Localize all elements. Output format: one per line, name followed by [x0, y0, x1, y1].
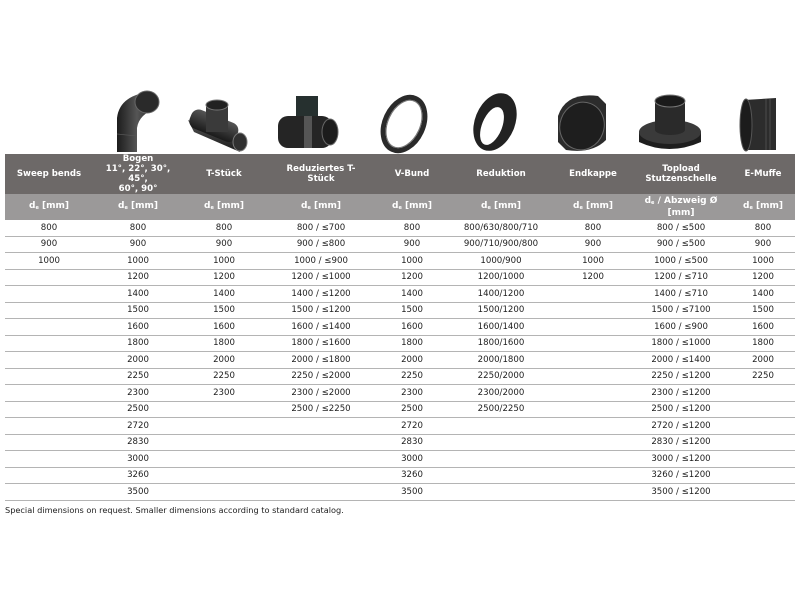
table-cell: 3000	[93, 451, 183, 468]
unit-label: [mm]	[752, 201, 783, 211]
table-cell	[5, 484, 93, 501]
table-cell: 1800	[93, 335, 183, 352]
table-cell	[555, 352, 631, 369]
table-cell: 3260	[93, 467, 183, 484]
table-cell: 3260 / ≤1200	[631, 467, 731, 484]
table-cell: 2300	[183, 385, 265, 402]
table-cell	[5, 269, 93, 286]
col-unit-header	[183, 194, 265, 220]
unit-symbol: d	[29, 201, 36, 211]
table-cell	[5, 418, 93, 435]
table-row	[5, 269, 795, 286]
table-cell: 2250/2000	[447, 368, 555, 385]
end-cap-icon	[543, 78, 619, 154]
table-cell: 2250 / ≤1200	[631, 368, 731, 385]
table-cell: 1400	[731, 286, 795, 303]
table-cell	[5, 302, 93, 319]
table-cell: 3000	[377, 451, 447, 468]
table-cell: 1200	[93, 269, 183, 286]
table-cell	[447, 451, 555, 468]
col-header-v-bund: V-Bund	[377, 154, 447, 194]
col-unit-header	[5, 194, 93, 220]
col-header-t-stueck: T-Stück	[183, 154, 265, 194]
table-cell: 2000	[183, 352, 265, 369]
table-cell: 1500	[93, 302, 183, 319]
table-cell	[731, 451, 795, 468]
table-cell: 800	[731, 220, 795, 236]
table-cell: 2300/2000	[447, 385, 555, 402]
table-cell: 2000 / ≤1800	[265, 352, 377, 369]
table-cell	[5, 467, 93, 484]
table-cell: 1500 / ≤7100	[631, 302, 731, 319]
table-cell: 1600	[183, 319, 265, 336]
table-cell: 1200	[377, 269, 447, 286]
table-cell: 900	[5, 236, 93, 253]
table-cell: 800	[93, 220, 183, 236]
table-cell: 1000 / ≤900	[265, 253, 377, 270]
table-cell: 2250	[183, 368, 265, 385]
table-cell: 1000	[377, 253, 447, 270]
table-cell: 2250	[93, 368, 183, 385]
table-cell	[555, 286, 631, 303]
table-row	[5, 401, 795, 418]
table-row	[5, 253, 795, 270]
table-cell	[731, 385, 795, 402]
table-cell	[265, 467, 377, 484]
unit-label: / Abzweig Ø	[654, 196, 718, 206]
table-cell: 900	[555, 236, 631, 253]
table-cell: 2830	[93, 434, 183, 451]
table-cell	[555, 335, 631, 352]
table-cell: 900/710/900/800	[447, 236, 555, 253]
table-cell: 1000	[555, 253, 631, 270]
table-cell	[447, 467, 555, 484]
table-cell	[5, 401, 93, 418]
table-cell: 2830 / ≤1200	[631, 434, 731, 451]
table-cell	[5, 335, 93, 352]
col-unit-header	[631, 194, 731, 220]
table-cell: 2720 / ≤1200	[631, 418, 731, 435]
col-unit-header	[93, 194, 183, 220]
table-row	[5, 335, 795, 352]
col-header-reduziertes-t-stueck	[265, 154, 377, 194]
table-cell: 2300 / ≤2000	[265, 385, 377, 402]
table-cell	[731, 401, 795, 418]
table-cell: 1200	[731, 269, 795, 286]
unit-symbol: d	[644, 196, 652, 206]
table-cell	[183, 451, 265, 468]
t-piece-icon	[181, 78, 253, 154]
table-cell: 900	[377, 236, 447, 253]
table-cell: 1200	[555, 269, 631, 286]
table-row	[5, 302, 795, 319]
table-row	[5, 368, 795, 385]
table-cell: 800/630/800/710	[447, 220, 555, 236]
table-cell: 2500 / ≤1200	[631, 401, 731, 418]
table-cell: 2000 / ≤1400	[631, 352, 731, 369]
table-cell	[555, 385, 631, 402]
col-header-sweep-bends: Sweep bends	[5, 154, 93, 194]
unit-symbol: d	[301, 201, 308, 211]
table-cell	[731, 434, 795, 451]
table-row	[5, 220, 795, 236]
table-cell	[555, 302, 631, 319]
table-cell	[555, 451, 631, 468]
unit-subscript: e	[398, 205, 402, 211]
table-cell	[447, 484, 555, 501]
table-cell: 900	[93, 236, 183, 253]
table-cell	[5, 286, 93, 303]
table-cell: 1800/1600	[447, 335, 555, 352]
table-cell: 2500	[377, 401, 447, 418]
table-cell	[5, 385, 93, 402]
table-cell: 1600	[731, 319, 795, 336]
table-cell: 1400 / ≤1200	[265, 286, 377, 303]
unit-label: [mm]	[310, 201, 341, 211]
col-unit-header	[377, 194, 447, 220]
table-row	[5, 286, 795, 303]
table-cell	[731, 467, 795, 484]
col-header-line: Topload	[662, 164, 700, 174]
table-cell: 900	[731, 236, 795, 253]
table-cell: 800	[183, 220, 265, 236]
table-cell: 2500/2250	[447, 401, 555, 418]
unit-subscript: e	[579, 205, 583, 211]
col-header-reduktion: Reduktion	[447, 154, 555, 194]
table-cell: 1800 / ≤1600	[265, 335, 377, 352]
table-cell: 800 / ≤500	[631, 220, 731, 236]
col-unit-header	[265, 194, 377, 220]
table-cell: 1000	[5, 253, 93, 270]
table-cell: 1800 / ≤1000	[631, 335, 731, 352]
table-cell: 1600	[377, 319, 447, 336]
reducer-ring-icon	[455, 78, 535, 154]
table-row	[5, 467, 795, 484]
table-cell: 1600	[93, 319, 183, 336]
table-cell: 1600/1400	[447, 319, 555, 336]
reduced-t-piece-icon	[255, 78, 359, 154]
pipe-bend-icon	[93, 78, 181, 154]
table-cell: 800	[377, 220, 447, 236]
col-unit-header	[447, 194, 555, 220]
col-header-line: 11°, 22°, 30°, 45°,	[105, 164, 171, 184]
table-cell: 800 / ≤700	[265, 220, 377, 236]
table-cell: 1600 / ≤900	[631, 319, 731, 336]
col-header-line: Bogen	[122, 154, 154, 164]
table-cell	[183, 401, 265, 418]
table-cell: 2000	[377, 352, 447, 369]
table-cell: 2300	[377, 385, 447, 402]
table-cell: 1000	[183, 253, 265, 270]
unit-label: [mm]	[667, 208, 695, 218]
table-cell: 3260	[377, 467, 447, 484]
table-cell	[183, 484, 265, 501]
unit-label: [mm]	[38, 201, 69, 211]
table-cell: 900	[183, 236, 265, 253]
table-cell	[555, 418, 631, 435]
table-cell	[555, 434, 631, 451]
unit-symbol: d	[118, 201, 125, 211]
col-header-topload	[631, 154, 731, 194]
table-cell: 1400 / ≤710	[631, 286, 731, 303]
unit-symbol: d	[392, 201, 399, 211]
table-cell: 1800	[377, 335, 447, 352]
table-cell	[5, 451, 93, 468]
col-header-e-muffe: E-Muffe	[731, 154, 795, 194]
dimensions-table	[5, 154, 795, 501]
table-cell: 1200 / ≤1000	[265, 269, 377, 286]
table-cell: 2000	[731, 352, 795, 369]
table-cell: 1400	[93, 286, 183, 303]
table-row	[5, 385, 795, 402]
table-cell: 2250	[731, 368, 795, 385]
table-cell	[555, 401, 631, 418]
table-cell: 1500	[377, 302, 447, 319]
table-row	[5, 319, 795, 336]
unit-subscript: e	[35, 205, 39, 211]
table-cell	[555, 319, 631, 336]
col-header-line: 60°, 90°	[118, 184, 158, 194]
table-cell	[5, 319, 93, 336]
header-row	[5, 154, 795, 194]
table-cell: 1000	[93, 253, 183, 270]
table-row	[5, 418, 795, 435]
table-cell: 1000	[731, 253, 795, 270]
table-cell: 2720	[377, 418, 447, 435]
unit-subscript: e	[651, 200, 655, 206]
table-cell: 2000	[93, 352, 183, 369]
table-cell: 2500 / ≤2250	[265, 401, 377, 418]
table-cell	[5, 434, 93, 451]
table-cell: 2250	[377, 368, 447, 385]
table-cell	[183, 434, 265, 451]
table-row	[5, 236, 795, 253]
unit-label: [mm]	[401, 201, 432, 211]
table-cell: 1800	[731, 335, 795, 352]
table-row	[5, 352, 795, 369]
unit-symbol: d	[743, 201, 750, 211]
table-cell	[731, 484, 795, 501]
table-cell: 900 / ≤800	[265, 236, 377, 253]
table-cell: 1400/1200	[447, 286, 555, 303]
unit-subscript: e	[124, 205, 128, 211]
table-cell: 2000/1800	[447, 352, 555, 369]
table-cell: 3500 / ≤1200	[631, 484, 731, 501]
unit-symbol: d	[573, 201, 580, 211]
table-cell: 1800	[183, 335, 265, 352]
table-cell: 900 / ≤500	[631, 236, 731, 253]
unit-label: [mm]	[582, 201, 613, 211]
table-cell: 1200/1000	[447, 269, 555, 286]
table-cell: 1400	[377, 286, 447, 303]
table-cell: 1000 / ≤500	[631, 253, 731, 270]
unit-subscript: e	[210, 205, 214, 211]
table-cell: 1600 / ≤1400	[265, 319, 377, 336]
col-header-line: Reduziertes T-	[286, 164, 356, 174]
col-header-line: Stück	[307, 174, 335, 184]
table-body	[5, 220, 795, 500]
table-cell	[731, 418, 795, 435]
table-cell: 1500	[183, 302, 265, 319]
v-flange-ring-icon	[367, 78, 441, 154]
table-cell	[265, 484, 377, 501]
table-row	[5, 451, 795, 468]
table-cell	[447, 434, 555, 451]
electrofusion-coupler-icon	[725, 78, 795, 154]
table-cell	[555, 467, 631, 484]
table-cell: 2250 / ≤2000	[265, 368, 377, 385]
table-cell: 1200 / ≤710	[631, 269, 731, 286]
unit-label: [mm]	[127, 201, 158, 211]
table-cell: 3500	[377, 484, 447, 501]
table-cell: 2720	[93, 418, 183, 435]
col-header-bogen	[93, 154, 183, 194]
table-cell	[5, 352, 93, 369]
product-images	[5, 78, 795, 154]
footnote: Special dimensions on request. Smaller dimensions according to standard catalog.	[5, 505, 344, 515]
col-unit-header	[555, 194, 631, 220]
table-cell: 800	[555, 220, 631, 236]
table-cell: 2300	[93, 385, 183, 402]
table-cell	[447, 418, 555, 435]
table-cell: 1200	[183, 269, 265, 286]
unit-symbol: d	[204, 201, 211, 211]
table-cell: 1500/1200	[447, 302, 555, 319]
table-row	[5, 484, 795, 501]
table-cell	[265, 434, 377, 451]
unit-subscript: e	[487, 205, 491, 211]
table-cell: 800	[5, 220, 93, 236]
table-cell	[265, 451, 377, 468]
table-cell: 3000 / ≤1200	[631, 451, 731, 468]
unit-subscript: e	[307, 205, 311, 211]
table-cell	[555, 368, 631, 385]
table-cell: 2300 / ≤1200	[631, 385, 731, 402]
col-unit-header	[731, 194, 795, 220]
table-cell: 1500	[731, 302, 795, 319]
topload-tapping-saddle-icon	[621, 78, 719, 154]
unit-label: [mm]	[490, 201, 521, 211]
unit-symbol: d	[481, 201, 488, 211]
table-cell: 2830	[377, 434, 447, 451]
table-cell	[5, 368, 93, 385]
table-cell: 1400	[183, 286, 265, 303]
table-cell: 1000/900	[447, 253, 555, 270]
subheader-row	[5, 194, 795, 220]
table-cell: 1500 / ≤1200	[265, 302, 377, 319]
table-cell: 2500	[93, 401, 183, 418]
table-cell: 3500	[93, 484, 183, 501]
table-cell	[555, 484, 631, 501]
unit-label: [mm]	[213, 201, 244, 211]
table-row	[5, 434, 795, 451]
unit-subscript: e	[749, 205, 753, 211]
table-cell	[183, 467, 265, 484]
table-cell	[265, 418, 377, 435]
col-header-endkappe: Endkappe	[555, 154, 631, 194]
table-cell	[183, 418, 265, 435]
col-header-line: Stutzenschelle	[645, 174, 717, 184]
